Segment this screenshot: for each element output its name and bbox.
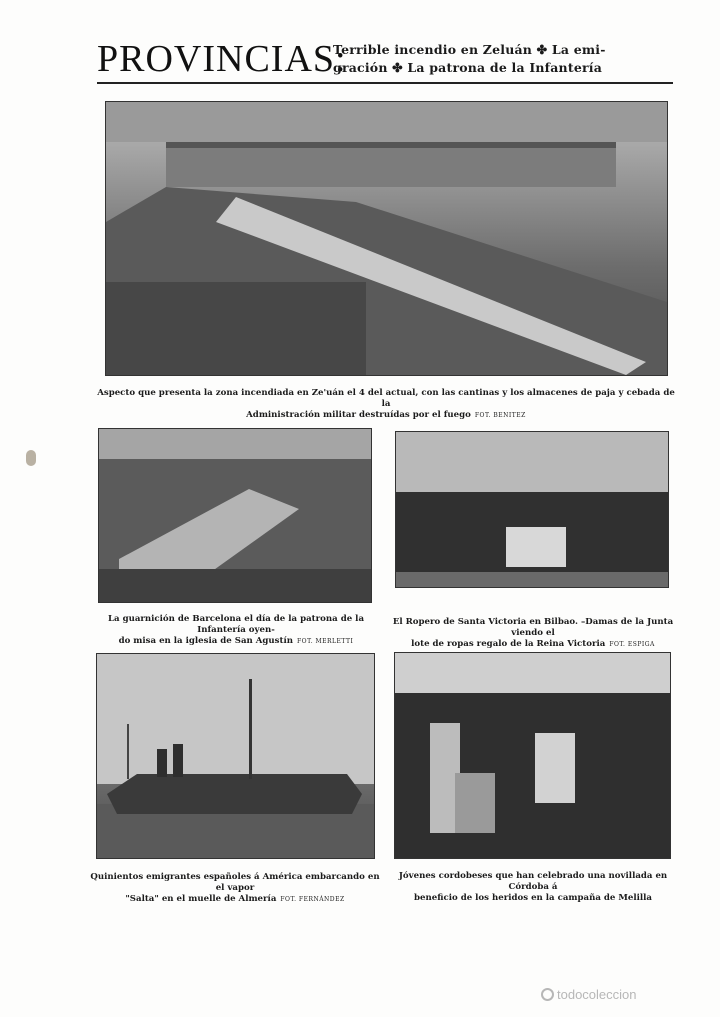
header-rule [97,82,673,84]
todocoleccion-logo-icon [541,988,554,1001]
credit-barcelona-mass: FOT. MERLETTI [297,638,354,645]
caption-ropero-bilbao: El Ropero de Santa Victoria en Bilbao. –Damas de la Junta viendo el lote de ropas regalo de la Reina Victoria FOT. ESPIGA [392,617,674,649]
credit-vapor-salta: FOT. FERNÁNDEZ [280,896,345,903]
photo-zeluan-fire [105,101,668,376]
page-header [97,38,673,83]
photo-vapor-salta [96,653,375,859]
caption-jovenes-cordobeses: Jóvenes cordobeses que han celebrado una novillada en Córdoba á beneficio de los heridos en la campaña de Melilla [398,871,668,903]
watermark [541,987,637,1002]
page-subtitle-line1: Terrible incendio en Zeluán ✤ La emi- [333,42,606,57]
photo-barcelona-mass [98,428,372,603]
watermark-text: todocoleccion [557,987,637,1002]
caption-zeluan-fire: Aspecto que presenta la zona incendiada en Ze'uán el 4 del actual, con las cantinas y los almacenes de paja y cebada de la Administración militar destruídas por el fuego FOT. BENITEZ [97,388,675,420]
credit-zeluan-fire: FOT. BENITEZ [474,412,526,419]
photo-jovenes-cordobeses [394,652,671,859]
credit-ropero-bilbao: FOT. ESPIGA [609,641,655,648]
page-subtitle-line2: gración ✤ La patrona de la Infantería [333,60,603,75]
caption-vapor-salta: Quinientos emigrantes españoles á América embarcando en el vapor "Salta" en el muelle de Almería FOT. FERNÁNDEZ [90,872,380,904]
binding-hole [26,450,36,466]
photo-ropero-bilbao [395,431,669,588]
caption-barcelona-mass: La guarnición de Barcelona el día de la patrona de la Infantería oyen- do misa en la iglesia de San Agustín FOT. MERLETTI [107,614,365,646]
page-title: PROVINCIAS: [97,38,347,80]
page-subtitle [333,41,673,77]
